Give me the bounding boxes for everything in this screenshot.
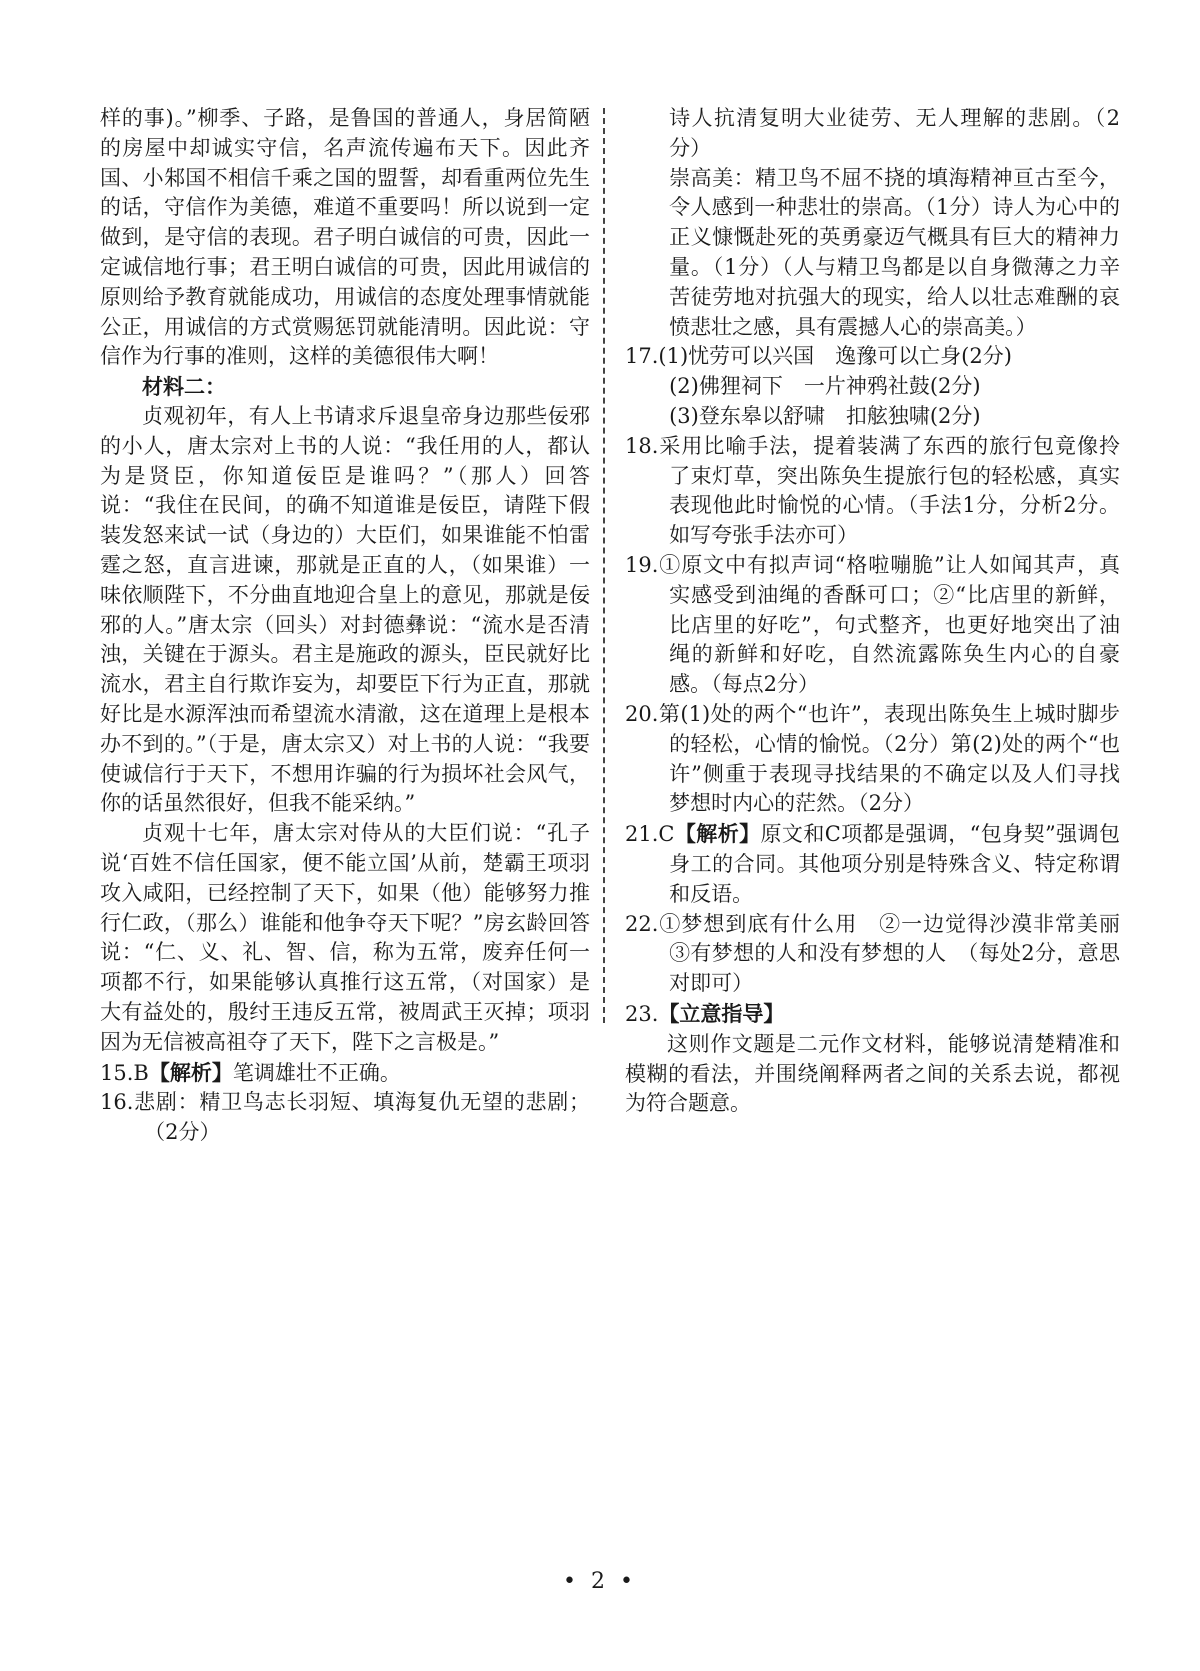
- answer-23-text: 这则作文题是二元作文材料，能够说清楚精准和模糊的看法，并围绕阐释两者之间的关系去说，都视为符合题意。: [625, 1031, 1120, 1116]
- answer-22: 22.①梦想到底有什么用 ②一边觉得沙漠非常美丽 ③有梦想的人和没有梦想的人 （每处2分，意思对即可）: [625, 911, 1141, 996]
- answer-17-item-2: (2)佛狸祠下 一片神鸦社鼓(2分): [669, 374, 981, 399]
- answer-21-text: 原文和C项都是强调，“包身契”强调包身工的合同。其他项分别是特殊含义、特定称谓和反语。: [669, 822, 1120, 906]
- answer-23-tag: 【立意指导】: [658, 1000, 785, 1026]
- answer-21-number: 21.C: [625, 822, 675, 847]
- answer-16-part-2: 诗人抗清复明大业徒劳、无人理解的悲剧。（2分）: [669, 106, 1120, 160]
- material-two-paragraph-2: 贞观十七年，唐太宗对侍从的大臣们说：“孔子说‘百姓不信任国家，便不能立国’从前，楚霸王项羽攻入咸阳，已经控制了天下，如果（他）能够努力推行仁政，（那么）谁能和他争夺天下呢？”房玄龄回答说：“仁、义、礼、智、信，称为五常，废弃任何一项都不行，如果能够认真推行这五常，（对国家）是大有益处的，殷纣王违反五常，被周武王灭掉；项羽因为无信被高祖夺了天下，陛下之言极是。”: [100, 821, 590, 1054]
- answer-18: 18.采用比喻手法，提着装满了东西的旅行包竟像拎了束灯草，突出陈奂生提旅行包的轻松感，真实表现他此时愉悦的心情。（手法1分，分析2分。如写夸张手法亦可）: [625, 433, 1120, 548]
- answer-23-number: 23.: [625, 1001, 659, 1026]
- answer-16-part-3: 崇高美：精卫鸟不屈不挠的填海精神亘古至今，令人感到一种悲壮的崇高。（1分）诗人为心中的正义慷慨赴死的英勇豪迈气概具有巨大的精神力量。（1分）（人与精卫鸟都是以自身微薄之力辛苦徒劳地对抗强大的现实，给人以壮志难酬的哀愤悲壮之感，具有震撼人心的崇高美。）: [669, 165, 1120, 339]
- answer-17-item-3: (3)登东皋以舒啸 扣舷独啸(2分): [669, 403, 981, 428]
- material-two-heading: 材料二：: [142, 374, 226, 400]
- answer-15-text: 笔调雄壮不正确。: [232, 1060, 401, 1085]
- answer-17-item-1: 17.(1)忧劳可以兴国 逸豫可以亡身(2分): [625, 344, 1012, 369]
- answer-21: [625, 819, 1120, 909]
- material-two-paragraph-1: 贞观初年，有人上书请求斥退皇帝身边那些佞邪的小人，唐太宗对上书的人说：“我任用的人，都认为是贤臣，你知道佞臣是谁吗？”（那人）回答说：“我住在民间，的确不知道谁是佞臣，请陛下假装发怒来试一试（身边的）大臣们，如果谁能不怕雷霆之怒，直言进谏，那就是正直的人，（如果谁）一味依顺陛下，不分曲直地迎合皇上的意见，那就是佞邪的人。”唐太宗（回头）对封德彝说：“流水是否清浊，关键在于源头。君主是施政的源头，臣民就好比流水，君主自行欺诈妄为，却要臣下行为正直，那就好比是水源浑浊而希望流水清澈，这在道理上是根本办不到的。”（于是，唐太宗又）对上书的人说：“我要使诚信行于天下，不想用诈骗的行为损坏社会风气，你的话虽然很好，但我不能采纳。”: [100, 403, 590, 816]
- answer-21-tag: 【解析】: [674, 821, 761, 847]
- answer-23: [625, 999, 1120, 1030]
- answer-16-part-1: 16.悲剧：精卫鸟志长羽短、填海复仇无望的悲剧；（2分）: [100, 1090, 590, 1145]
- answer-15-number: 15.B: [100, 1060, 149, 1085]
- answer-20: 20.第(1)处的两个“也许”，表现出陈奂生上城时脚步的轻松，心情的愉悦。（2分）第(2)处的两个“也许”侧重于表现寻找结果的不确定以及人们寻找梦想时内心的茫然。（2分）: [625, 701, 1120, 816]
- left-column: [100, 104, 590, 1148]
- column-divider: [603, 108, 605, 1023]
- answer-15-tag: 【解析】: [148, 1059, 233, 1085]
- answer-19: 19.①原文中有拟声词“格啦嘣脆”让人如闻其声，真实感受到油绳的香酥可口；②“比店里的新鲜，比店里的好吃”，句式整齐，也更好地突出了油绳的新鲜和好吃，自然流露陈奂生内心的自豪感。（每点2分）: [625, 552, 1120, 697]
- answer-15: [100, 1058, 590, 1089]
- right-column: [625, 104, 1141, 1119]
- material-one-translation-end: 样的事)。”柳季、子路，是鲁国的普通人，身居简陋的房屋中却诚实守信，名声流传遍布天下。因此齐国、小邾国不相信千乘之国的盟誓，却看重两位先生的话，守信作为美德，难道不重要吗！所以说到一定做到，是守信的表现。君子明白诚信的可贵，因此一定诚信地行事；君王明白诚信的可贵，因此用诚信的原则给予教育就能成功，用诚信的态度处理事情就能公正，用诚信的方式赏赐惩罚就能清明。因此说：守信作为行事的准则，这样的美德很伟大啊！: [100, 106, 590, 369]
- page-number: • 2 •: [563, 1569, 637, 1594]
